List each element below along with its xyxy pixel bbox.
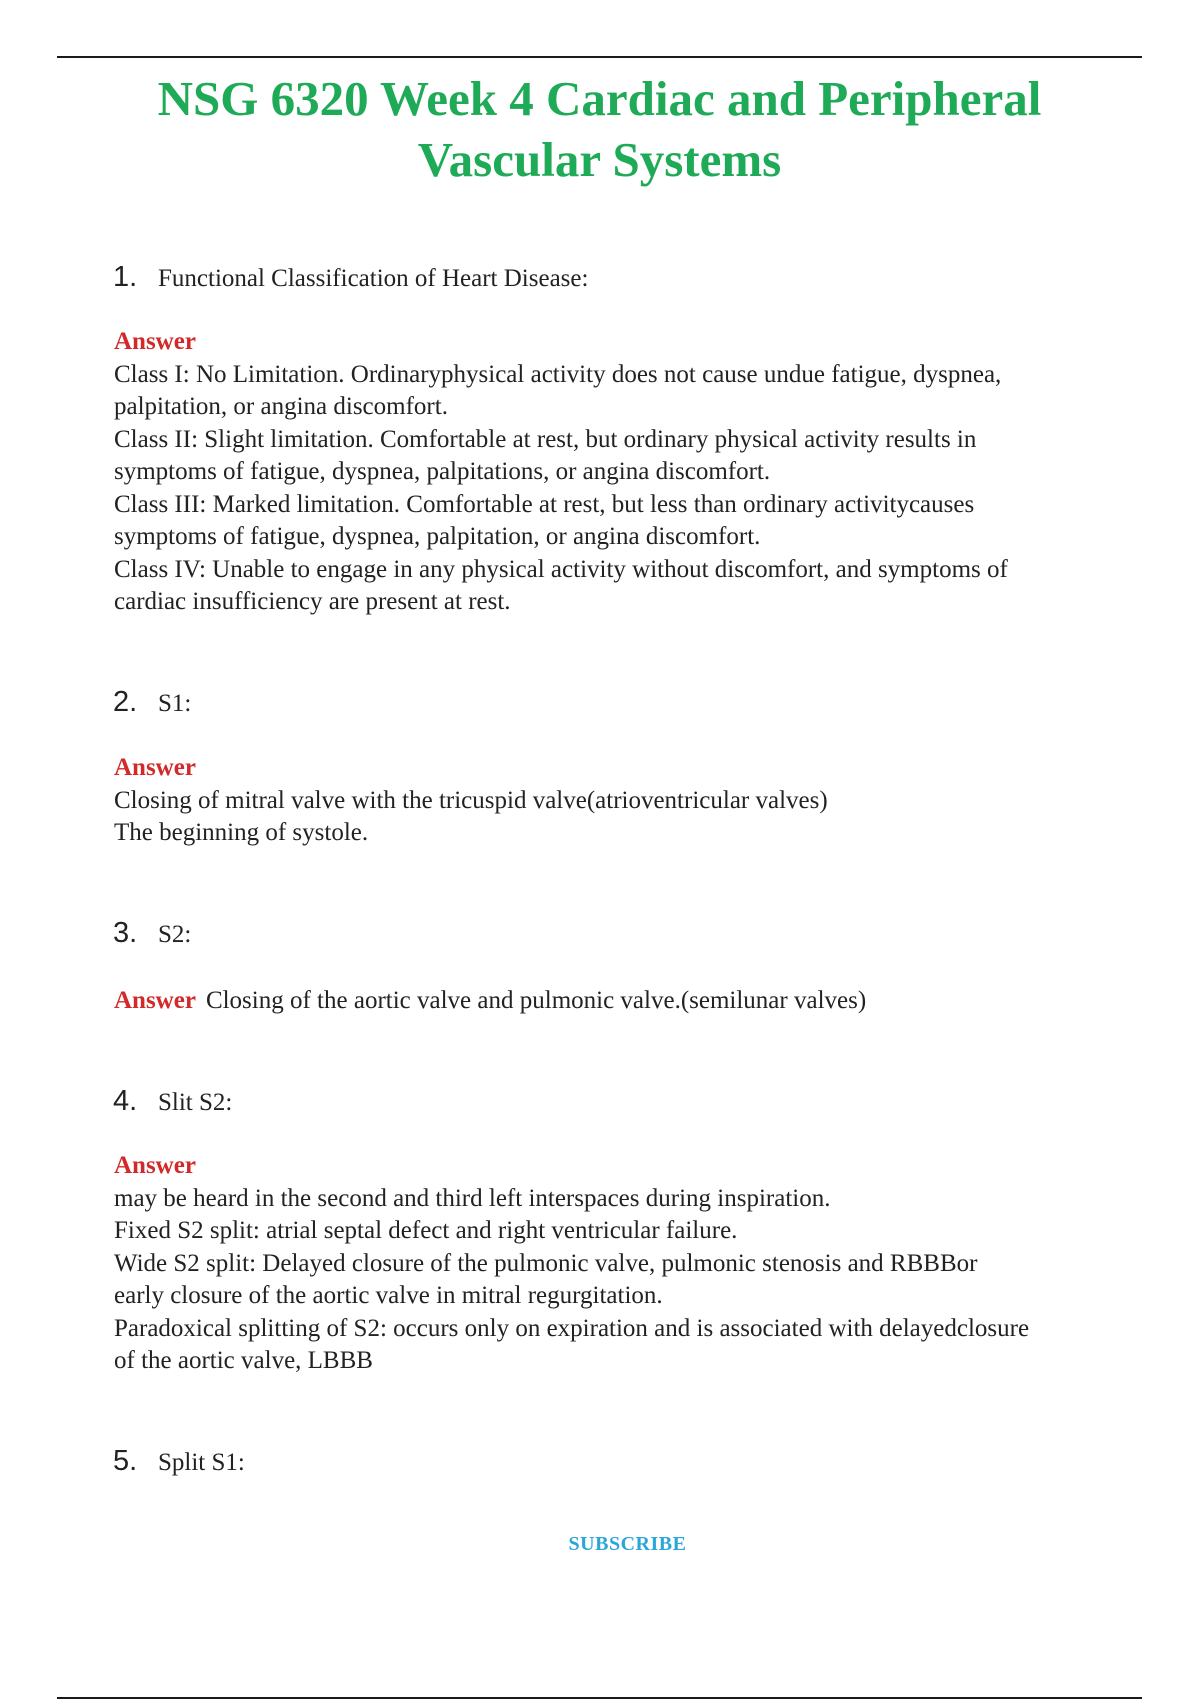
answer-line: may be heard in the second and third left interspaces during inspiration. [114, 1184, 831, 1212]
answer-label: Answer [114, 1152, 196, 1179]
subscribe-link[interactable]: SUBSCRIBE [568, 1533, 687, 1555]
question-prompt: Functional Classification of Heart Disease: [158, 265, 589, 292]
answer-line: Class III: Marked limitation. Comfortable at rest, but less than ordinary activitycauses [114, 490, 975, 518]
title-line-2: Vascular Systems [417, 132, 782, 187]
answer-line: Closing of mitral valve with the tricuspid valve(atrioventricular valves) [114, 786, 828, 814]
answer-line: symptoms of fatigue, dyspnea, palpitation, or angina discomfort. [114, 523, 761, 550]
answer-line: Class IV: Unable to engage in any physical activity without discomfort, and symptoms of [114, 555, 1008, 583]
answer-line: Wide S2 split: Delayed closure of the pulmonic valve, pulmonic stenosis and RBBBor [114, 1249, 978, 1277]
bottom-rule [57, 1697, 1142, 1699]
answer-3 [114, 985, 1144, 1018]
answer-label: Answer [114, 754, 196, 781]
question-number: 1. [113, 261, 138, 293]
question-number: 2. [113, 686, 138, 718]
answer-line: Fixed S2 split: atrial septal defect and right ventricular failure. [114, 1217, 738, 1244]
question-prompt: S1: [158, 690, 192, 717]
question-number: 3. [113, 917, 138, 949]
question-number: 4. [113, 1085, 138, 1117]
answer-4 [114, 1150, 1144, 1378]
answer-line: Class I: No Limitation. Ordinaryphysical activity does not cause undue fatigue, dyspnea, [114, 360, 1002, 388]
answer-line: The beginning of systole. [114, 819, 369, 846]
answer-label: Answer [114, 987, 196, 1014]
answer-line: symptoms of fatigue, dyspnea, palpitations, or angina discomfort. [114, 458, 771, 485]
question-prompt: Slit S2: [158, 1089, 233, 1116]
question-prompt: Split S1: [158, 1449, 245, 1476]
answer-line: early closure of the aortic valve in mitral regurgitation. [114, 1282, 663, 1309]
question-1 [113, 261, 588, 295]
answer-text: Closing of the aortic valve and pulmonic valve.(semilunar valves) [205, 987, 867, 1014]
question-3 [113, 917, 191, 951]
document-title [57, 68, 1142, 190]
question-2 [113, 686, 191, 720]
top-rule [57, 56, 1142, 58]
answer-line: of the aortic valve, LBBB [114, 1347, 373, 1374]
question-prompt: S2: [158, 921, 192, 948]
question-number: 5. [113, 1445, 138, 1477]
answer-line: Class II: Slight limitation. Comfortable at rest, but ordinary physical activity results in [114, 425, 977, 453]
answer-label: Answer [114, 328, 196, 355]
question-5 [113, 1445, 245, 1479]
answer-2 [114, 752, 1144, 850]
answer-line: Paradoxical splitting of S2: occurs only on expiration and is associated with delayedclosure [114, 1314, 1030, 1342]
answer-1 [114, 326, 1144, 619]
answer-line: cardiac insufficiency are present at rest. [114, 588, 511, 615]
title-line-1: NSG 6320 Week 4 Cardiac and Peripheral [157, 71, 1042, 126]
answer-line: palpitation, or angina discomfort. [114, 393, 448, 420]
question-4 [113, 1085, 232, 1119]
